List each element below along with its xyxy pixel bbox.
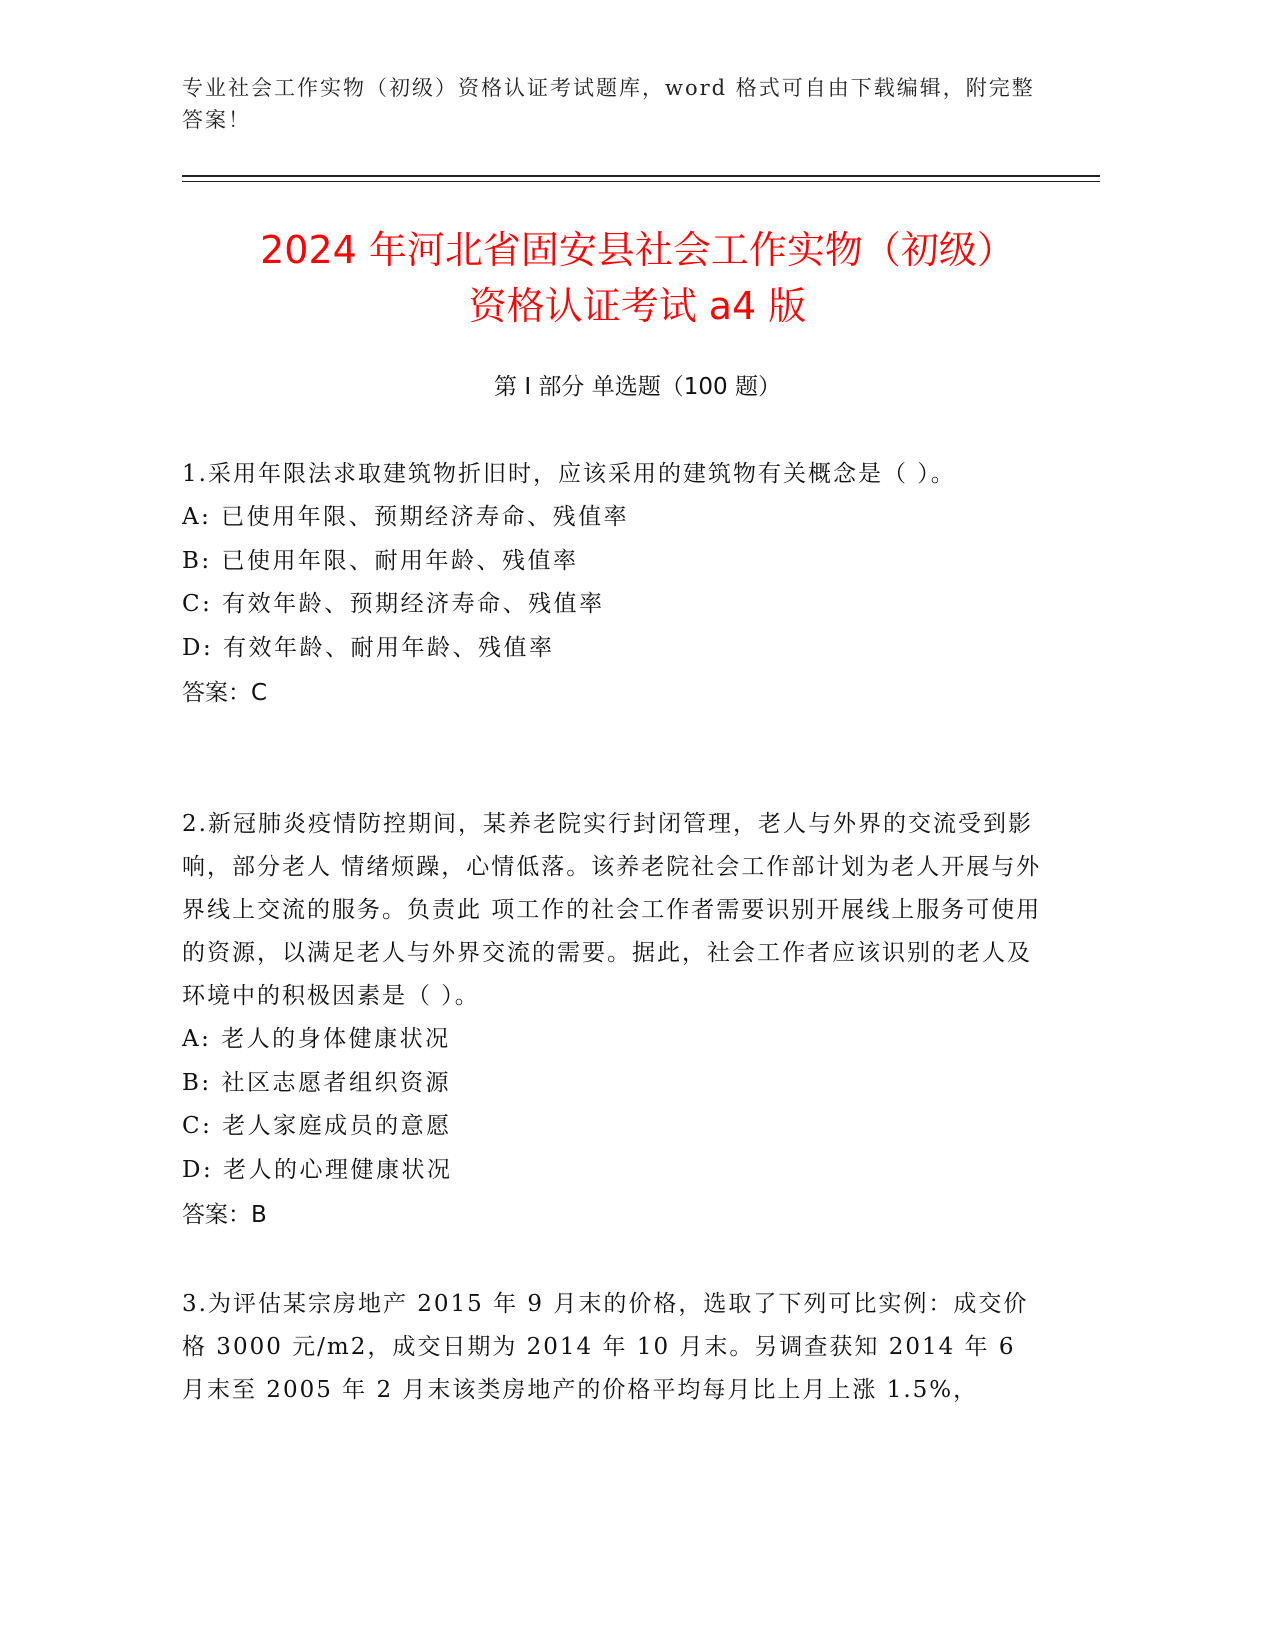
option-d: D: 有效年龄、耐用年龄、残值率 <box>182 634 555 661</box>
header-note: 专业社会工作实物（初级）资格认证考试题库，word 格式可自由下载编辑，附完整答案！ <box>182 76 1035 132</box>
title-line-2: 资格认证考试 a4 版 <box>468 284 807 328</box>
title-line-1: 2024 年河北省固安县社会工作实物（初级） <box>260 228 1015 272</box>
question-stem: 2.新冠肺炎疫情防控期间，某养老院实行封闭管理，老人与外界的交流受到影响，部分老人 情绪烦躁，心情低落。该养老院社会工作部计划为老人开展与外界线上交流的服务。负责此 项工作的社会工作者需要识别开展线上服务可使用的资源，以满足老人与外界交流的需要。据此，社会工作者应该识别的老人及环境中的积极因素是（ ）。 <box>182 811 1042 1009</box>
question-1 <box>182 453 1042 716</box>
option-d: D: 老人的心理健康状况 <box>182 1156 453 1183</box>
answer: 答案：B <box>182 1202 267 1228</box>
document-title <box>100 222 1175 334</box>
section-heading: 第 I 部分 单选题（100 题） <box>494 374 781 400</box>
question-2 <box>182 803 1042 1238</box>
option-c: C: 老人家庭成员的意愿 <box>182 1113 452 1139</box>
question-stem: 1.采用年限法求取建筑物折旧时，应该采用的建筑物有关概念是（ ）。 <box>182 461 956 487</box>
question-stem: 3.为评估某宗房地产 2015 年 9 月末的价格，选取了下列可比实例：成交价格 3000 元/m2，成交日期为 2014 年 10 月末。另调查获知 2014 年 6 月末至 2005 年 2 月末该类房地产的价格平均每月比上月上涨 1.5%， <box>182 1291 1029 1403</box>
header-divider <box>182 175 1100 177</box>
option-b: B: 社区志愿者组织资源 <box>182 1069 451 1096</box>
answer: 答案：C <box>182 680 268 706</box>
question-3 <box>182 1283 1042 1412</box>
option-a: A: 老人的身体健康状况 <box>182 1026 451 1052</box>
header-divider-thin <box>182 181 1100 182</box>
option-a: A: 已使用年限、预期经济寿命、残值率 <box>182 504 630 530</box>
option-b: B: 已使用年限、耐用年龄、残值率 <box>182 547 579 574</box>
option-c: C: 有效年龄、预期经济寿命、残值率 <box>182 591 605 617</box>
